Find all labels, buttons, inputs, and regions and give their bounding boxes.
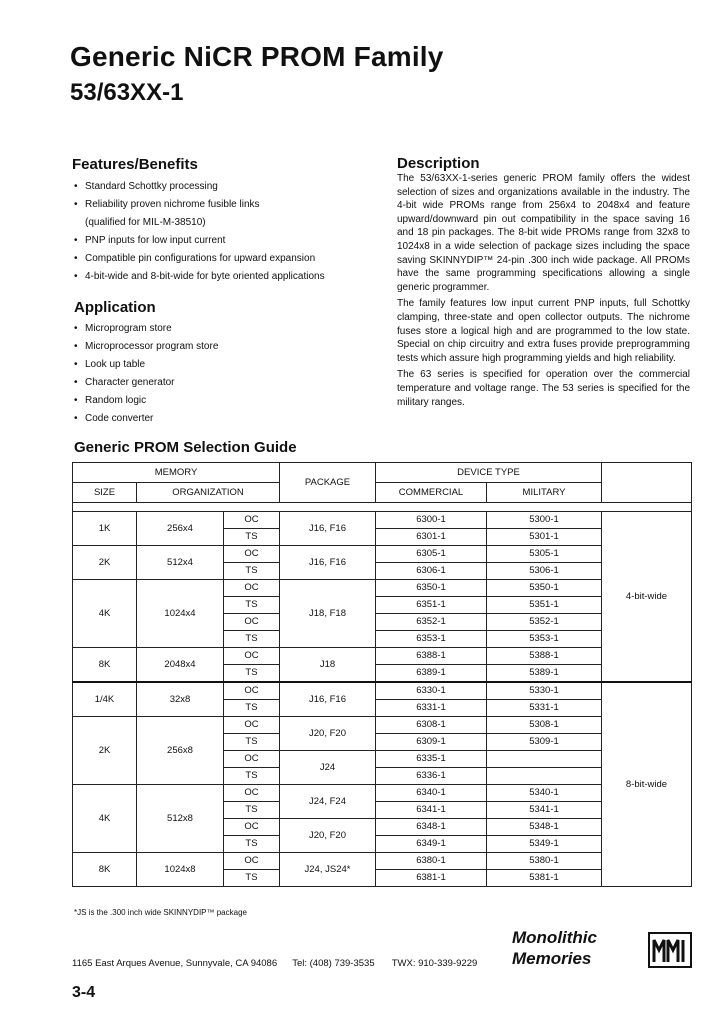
table-row bbox=[73, 853, 692, 870]
output-type-cell: TS bbox=[224, 529, 280, 546]
list-item-continuation: (qualified for MIL-M-38510) bbox=[85, 217, 206, 228]
commercial-cell: 6388-1 bbox=[376, 648, 487, 665]
output-type-cell: TS bbox=[224, 768, 280, 785]
output-type-cell: TS bbox=[224, 870, 280, 887]
description-paragraph: The 63 series is specified for operation over the commercial temperature and voltage range. The 53 series is specified for the military ranges. bbox=[397, 369, 690, 408]
footer-contact bbox=[72, 958, 477, 969]
commercial-cell: 6351-1 bbox=[376, 597, 487, 614]
page-number: 3-4 bbox=[72, 984, 96, 1001]
military-cell bbox=[487, 751, 602, 768]
military-cell: 5300-1 bbox=[487, 512, 602, 529]
organization-cell: 32x8 bbox=[137, 682, 224, 717]
list-item: • Code converter bbox=[74, 410, 218, 428]
list-item: • Reliability proven nichrome fusible links (qualified for MIL-M-38510) bbox=[74, 196, 325, 232]
size-cell: 4K bbox=[73, 580, 137, 648]
width-header-cell bbox=[602, 463, 692, 503]
list-item: • Compatible pin configurations for upward expansion bbox=[74, 250, 325, 268]
organization-cell: 512x8 bbox=[137, 785, 224, 853]
description-paragraph: The 53/63XX-1-series generic PROM family offers the widest selection of sizes and organizations available in the industry. The 4-bit wide PROMs range from 256x4 to 2048x4 and feature upward/downward pin out compatibility in the space saving 16 and 18 pin packages. The 8-bit wide PROMs range from 32x8 to 1024x8 in a wide selection of package sizes including the space saving SKINNYDIP™ 24-pin .300 inch wide package. All PROMs have the same programming specifications allowing a single generic programmer. bbox=[397, 173, 690, 293]
package-cell: J20, F20 bbox=[280, 717, 376, 751]
output-type-cell: TS bbox=[224, 700, 280, 717]
output-type-cell: OC bbox=[224, 853, 280, 870]
commercial-cell: 6309-1 bbox=[376, 734, 487, 751]
military-cell: 5381-1 bbox=[487, 870, 602, 887]
commercial-header: COMMERCIAL bbox=[376, 483, 487, 503]
size-cell: 2K bbox=[73, 546, 137, 580]
military-cell: 5388-1 bbox=[487, 648, 602, 665]
spacer-row bbox=[73, 503, 692, 512]
military-cell: 5330-1 bbox=[487, 682, 602, 700]
list-item: • 4-bit-wide and 8-bit-wide for byte oriented applications bbox=[74, 268, 325, 286]
table-row bbox=[73, 648, 692, 665]
military-cell: 5353-1 bbox=[487, 631, 602, 648]
output-type-cell: OC bbox=[224, 546, 280, 563]
package-cell: J24, JS24* bbox=[280, 853, 376, 887]
commercial-cell: 6381-1 bbox=[376, 870, 487, 887]
list-item: • Character generator bbox=[74, 374, 218, 392]
commercial-cell: 6380-1 bbox=[376, 853, 487, 870]
size-cell: 1K bbox=[73, 512, 137, 546]
list-item: • Random logic bbox=[74, 392, 218, 410]
commercial-cell: 6330-1 bbox=[376, 682, 487, 700]
table-row bbox=[73, 717, 692, 734]
application-heading: Application bbox=[74, 299, 156, 316]
package-cell: J18, F18 bbox=[280, 580, 376, 648]
commercial-cell: 6336-1 bbox=[376, 768, 487, 785]
header-row bbox=[73, 483, 692, 503]
bit-width-cell-4: 4-bit-wide bbox=[602, 512, 692, 683]
commercial-cell: 6340-1 bbox=[376, 785, 487, 802]
output-type-cell: OC bbox=[224, 819, 280, 836]
mmi-logo-icon bbox=[648, 932, 692, 968]
footer-tel: Tel: (408) 739-3535 bbox=[292, 958, 375, 969]
list-item: • Microprocessor program store bbox=[74, 338, 218, 356]
table-row bbox=[73, 580, 692, 597]
footer-twx: TWX: 910-339-9229 bbox=[391, 958, 478, 969]
military-cell: 5380-1 bbox=[487, 853, 602, 870]
military-cell: 5306-1 bbox=[487, 563, 602, 580]
output-type-cell: TS bbox=[224, 802, 280, 819]
output-type-cell: OC bbox=[224, 614, 280, 631]
features-list bbox=[74, 178, 325, 286]
table-footnote: *JS is the .300 inch wide SKINNYDIP™ package bbox=[74, 908, 247, 917]
military-cell: 5351-1 bbox=[487, 597, 602, 614]
package-cell: J16, F16 bbox=[280, 682, 376, 717]
commercial-cell: 6301-1 bbox=[376, 529, 487, 546]
military-cell: 5301-1 bbox=[487, 529, 602, 546]
military-cell: 5352-1 bbox=[487, 614, 602, 631]
organization-cell: 1024x8 bbox=[137, 853, 224, 887]
commercial-cell: 6349-1 bbox=[376, 836, 487, 853]
military-cell: 5348-1 bbox=[487, 819, 602, 836]
bit-width-cell-8: 8-bit-wide bbox=[602, 682, 692, 887]
organization-cell: 1024x4 bbox=[137, 580, 224, 648]
selection-guide-table bbox=[72, 462, 692, 887]
commercial-cell: 6352-1 bbox=[376, 614, 487, 631]
commercial-cell: 6331-1 bbox=[376, 700, 487, 717]
memory-header: MEMORY bbox=[73, 463, 280, 483]
logo-line-1: Monolithic bbox=[512, 928, 597, 947]
table-row bbox=[73, 546, 692, 563]
size-cell: 4K bbox=[73, 785, 137, 853]
size-cell: 8K bbox=[73, 853, 137, 887]
commercial-cell: 6341-1 bbox=[376, 802, 487, 819]
organization-cell: 512x4 bbox=[137, 546, 224, 580]
features-heading: Features/Benefits bbox=[72, 156, 198, 173]
output-type-cell: TS bbox=[224, 563, 280, 580]
device-type-header: DEVICE TYPE bbox=[376, 463, 602, 483]
military-cell: 5350-1 bbox=[487, 580, 602, 597]
package-cell: J24 bbox=[280, 751, 376, 785]
list-item: • Look up table bbox=[74, 356, 218, 374]
military-cell bbox=[487, 768, 602, 785]
page-subtitle: 53/63XX-1 bbox=[70, 79, 184, 106]
organization-cell: 256x4 bbox=[137, 512, 224, 546]
output-type-cell: OC bbox=[224, 785, 280, 802]
size-cell: 8K bbox=[73, 648, 137, 683]
commercial-cell: 6348-1 bbox=[376, 819, 487, 836]
organization-header: ORGANIZATION bbox=[137, 483, 280, 503]
description-paragraph: The family features low input current PNP inputs, full Schottky clamping, three-state and open collector outputs. The nichrome fuses store a logical high and are programmed to the low state. Special on chip circuitry and extra fuses provide preprogramming tests which assure high programming yields and high reliability. bbox=[397, 298, 690, 364]
description-heading: Description bbox=[397, 155, 480, 172]
list-item: • Standard Schottky processing bbox=[74, 178, 325, 196]
output-type-cell: OC bbox=[224, 512, 280, 529]
list-item: • PNP inputs for low input current bbox=[74, 232, 325, 250]
package-cell: J16, F16 bbox=[280, 546, 376, 580]
military-cell: 5331-1 bbox=[487, 700, 602, 717]
package-header: PACKAGE bbox=[280, 463, 376, 503]
size-cell: 2K bbox=[73, 717, 137, 785]
military-cell: 5341-1 bbox=[487, 802, 602, 819]
output-type-cell: TS bbox=[224, 836, 280, 853]
commercial-cell: 6350-1 bbox=[376, 580, 487, 597]
organization-cell: 256x8 bbox=[137, 717, 224, 785]
package-cell: J24, F24 bbox=[280, 785, 376, 819]
footer-address: 1165 East Arques Avenue, Sunnyvale, CA 94086 bbox=[72, 958, 278, 969]
commercial-cell: 6389-1 bbox=[376, 665, 487, 683]
table-row bbox=[73, 512, 692, 529]
commercial-cell: 6300-1 bbox=[376, 512, 487, 529]
military-header: MILITARY bbox=[487, 483, 602, 503]
commercial-cell: 6306-1 bbox=[376, 563, 487, 580]
output-type-cell: OC bbox=[224, 751, 280, 768]
monolithic-memories-logo bbox=[512, 928, 692, 972]
output-type-cell: TS bbox=[224, 597, 280, 614]
table-row bbox=[73, 682, 692, 700]
package-cell: J18 bbox=[280, 648, 376, 683]
military-cell: 5340-1 bbox=[487, 785, 602, 802]
description-body bbox=[397, 172, 690, 412]
selection-guide-heading: Generic PROM Selection Guide bbox=[74, 439, 297, 456]
commercial-cell: 6335-1 bbox=[376, 751, 487, 768]
output-type-cell: TS bbox=[224, 665, 280, 683]
output-type-cell: OC bbox=[224, 717, 280, 734]
commercial-cell: 6305-1 bbox=[376, 546, 487, 563]
commercial-cell: 6353-1 bbox=[376, 631, 487, 648]
output-type-cell: OC bbox=[224, 580, 280, 597]
military-cell: 5389-1 bbox=[487, 665, 602, 683]
output-type-cell: OC bbox=[224, 648, 280, 665]
organization-cell: 2048x4 bbox=[137, 648, 224, 683]
logo-line-2: Memories bbox=[512, 949, 592, 968]
military-cell: 5308-1 bbox=[487, 717, 602, 734]
output-type-cell: TS bbox=[224, 631, 280, 648]
size-cell: 1/4K bbox=[73, 682, 137, 717]
list-item: • Microprogram store bbox=[74, 320, 218, 338]
page-title: Generic NiCR PROM Family bbox=[70, 41, 444, 72]
size-header: SIZE bbox=[73, 483, 137, 503]
output-type-cell: OC bbox=[224, 682, 280, 700]
output-type-cell: TS bbox=[224, 734, 280, 751]
military-cell: 5349-1 bbox=[487, 836, 602, 853]
military-cell: 5305-1 bbox=[487, 546, 602, 563]
package-cell: J16, F16 bbox=[280, 512, 376, 546]
military-cell: 5309-1 bbox=[487, 734, 602, 751]
package-cell: J20, F20 bbox=[280, 819, 376, 853]
commercial-cell: 6308-1 bbox=[376, 717, 487, 734]
header-row bbox=[73, 463, 692, 483]
table-row bbox=[73, 785, 692, 802]
application-list bbox=[74, 320, 218, 428]
